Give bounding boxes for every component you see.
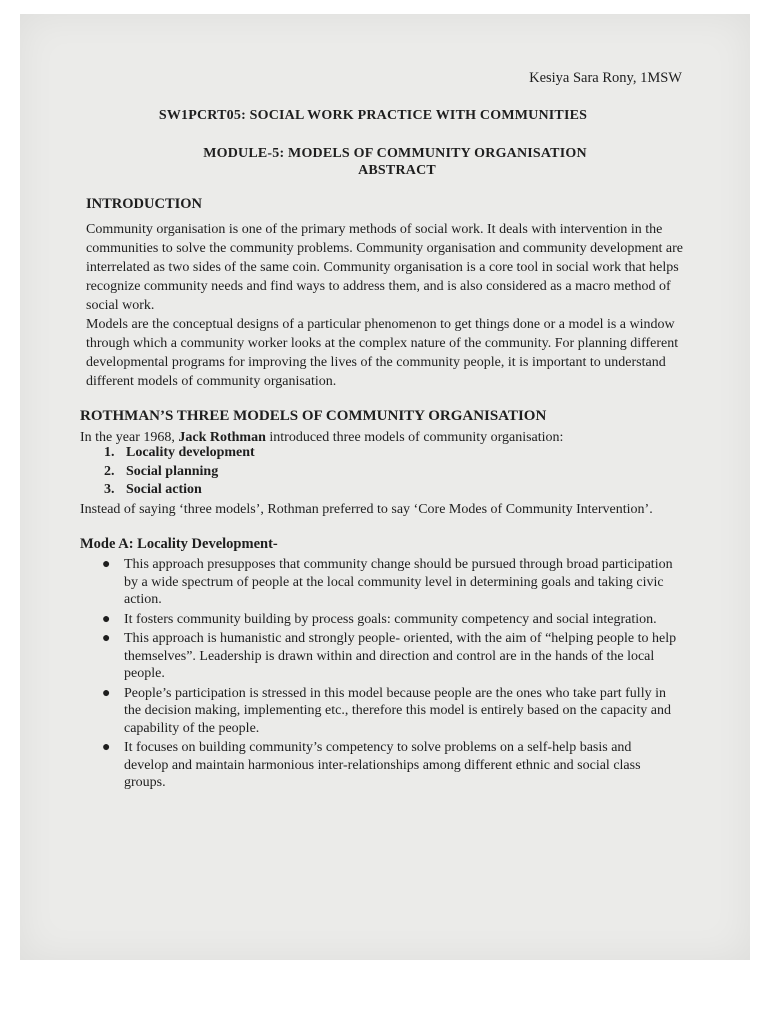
- bullet-text: This approach is humanistic and strongly people- oriented, with the aim of “helping people to help themselves”. Leadership is drawn within and direction and control are in the hands of the local people.: [124, 631, 677, 681]
- list-number: 1.: [104, 445, 115, 460]
- abstract-heading: ABSTRACT: [358, 163, 436, 178]
- list-label: Locality development: [126, 445, 255, 460]
- mode-a-bullet-list: [98, 556, 678, 794]
- models-list: [104, 444, 255, 500]
- bullet-text: It focuses on building community’s competency to solve problems on a self-help basis and develop and maintain harmonious inter-relationships among different ethnic and social class groups.: [124, 740, 641, 790]
- course-title: SW1PCRT05: SOCIAL WORK PRACTICE WITH COMMUNITIES: [158, 108, 588, 123]
- list-item: [98, 556, 678, 609]
- author-line: Kesiya Sara Rony, 1MSW: [529, 70, 682, 86]
- bullet-icon: ●: [102, 685, 111, 701]
- list-item: [104, 463, 255, 482]
- bullet-icon: ●: [102, 557, 111, 572]
- rothman-intro-before: In the year 1968,: [80, 430, 179, 445]
- introduction-paragraph-2: Models are the conceptual designs of a particular phenomenon to get things done or a model is a window through which a community worker looks at the complex nature of the community. For planning different developmental programs for improving the lives of the community people, it is important to understand different models of community organisation.: [86, 317, 679, 389]
- document-page: [20, 14, 750, 960]
- core-modes-paragraph: Instead of saying ‘three models’, Rothman preferred to say ‘Core Modes of Community Intervention’.: [80, 502, 653, 517]
- list-item: [104, 481, 255, 500]
- list-number: 2.: [104, 463, 115, 479]
- list-item: [98, 685, 678, 738]
- bullet-text: This approach presupposes that community change should be pursued through broad participation by a wide spectrum of people at the local community level in determining goals and taking civic action.: [124, 557, 673, 607]
- bullet-icon: ●: [102, 631, 111, 646]
- introduction-heading: INTRODUCTION: [86, 196, 203, 212]
- list-number: 3.: [104, 482, 115, 497]
- list-label: Social action: [126, 482, 202, 497]
- rothman-intro-after: introduced three models of community organisation:: [265, 430, 564, 445]
- list-item: [98, 611, 678, 629]
- bullet-text: People’s participation is stressed in this model because people are the ones who take part fully in the decision making, implementing etc., therefore this model is entirely based on the capacity and capability of the people.: [124, 685, 671, 736]
- mode-a-heading: Mode A: Locality Development-: [80, 536, 278, 552]
- bullet-icon: ●: [102, 740, 111, 755]
- list-item: [98, 739, 678, 792]
- list-label: Social planning: [126, 463, 219, 479]
- introduction-paragraph-1: Community organisation is one of the primary methods of social work. It deals with intervention in the communities to solve the community problems. Community organisation and community development are interrelated as two sides of the same coin. Community organisation is a core tool in social work that helps recognize community needs and find ways to address them, and is also considered as a macro method of social work.: [86, 222, 683, 313]
- list-item: [98, 630, 678, 683]
- rothman-name: Jack Rothman: [178, 430, 266, 445]
- list-item: [104, 444, 255, 463]
- module-title: MODULE-5: MODELS OF COMMUNITY ORGANISATION: [203, 146, 587, 161]
- bullet-text: It fosters community building by process goals: community competency and social integration.: [124, 611, 657, 627]
- bullet-icon: ●: [102, 611, 111, 627]
- introduction-body: [86, 220, 686, 391]
- rothman-heading: ROTHMAN’S THREE MODELS OF COMMUNITY ORGANISATION: [80, 408, 547, 424]
